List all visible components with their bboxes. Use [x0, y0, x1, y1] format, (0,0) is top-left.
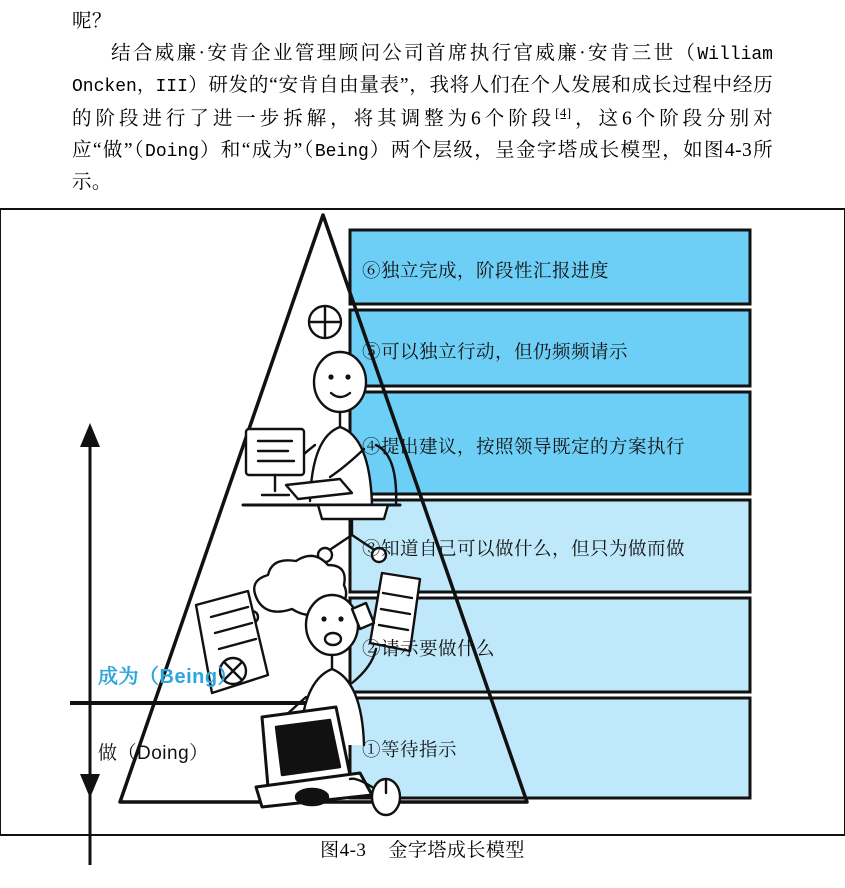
footnote-reference-4[interactable]: [4] [555, 104, 572, 120]
run-text: ，这6个阶段分别对应“做”（ [72, 108, 773, 161]
side-label-doing: 做（Doing） [98, 742, 209, 764]
body-text [0, 0, 845, 199]
run-text: 结合威廉·安肯企业管理顾问公司首席执行官威廉·安肯三世（ [111, 42, 698, 64]
band-label-level-2: ②请示要做什么 [362, 637, 496, 659]
side-label-being: 成为（Being） [98, 665, 239, 688]
band-label-level-3: ③知道自己可以做什么，但只为做而做 [362, 537, 686, 559]
paragraph-orphan [72, 6, 773, 38]
paragraph-main [72, 38, 773, 199]
pyramid-bands [350, 230, 750, 798]
run-text: ）研发的“安肯自由量表”，我将人们在个人发展和成长过程中经历的阶段进行了进一步拆解，将其调整为6个阶段 [72, 74, 773, 130]
band-label-level-4: ④提出建议，按照领导既定的方案执行 [362, 435, 686, 457]
band-label-level-1: ①等待指示 [362, 738, 458, 760]
run-mono-doing: Doing [145, 141, 200, 162]
figure-caption-title: 金字塔成长模型 [388, 839, 525, 861]
run-text: ）两个层级，呈金字塔成长模型，如图4-3所示。 [72, 139, 773, 194]
run-text: ）和“成为”（ [199, 139, 315, 161]
run-mono-being: Being [314, 141, 369, 162]
figure-pyramid-growth-model [0, 205, 845, 865]
paragraph-orphan-text: 呢？ [72, 11, 112, 32]
band-label-level-5: ⑤可以独立行动，但仍频频请示 [362, 340, 629, 362]
figure-caption-number: 图4-3 [320, 839, 367, 861]
run-mono-william-oncken: William Oncken，III [72, 44, 773, 97]
band-label-level-6: ⑥独立完成，阶段性汇报进度 [362, 259, 610, 281]
figure-caption [0, 835, 845, 862]
